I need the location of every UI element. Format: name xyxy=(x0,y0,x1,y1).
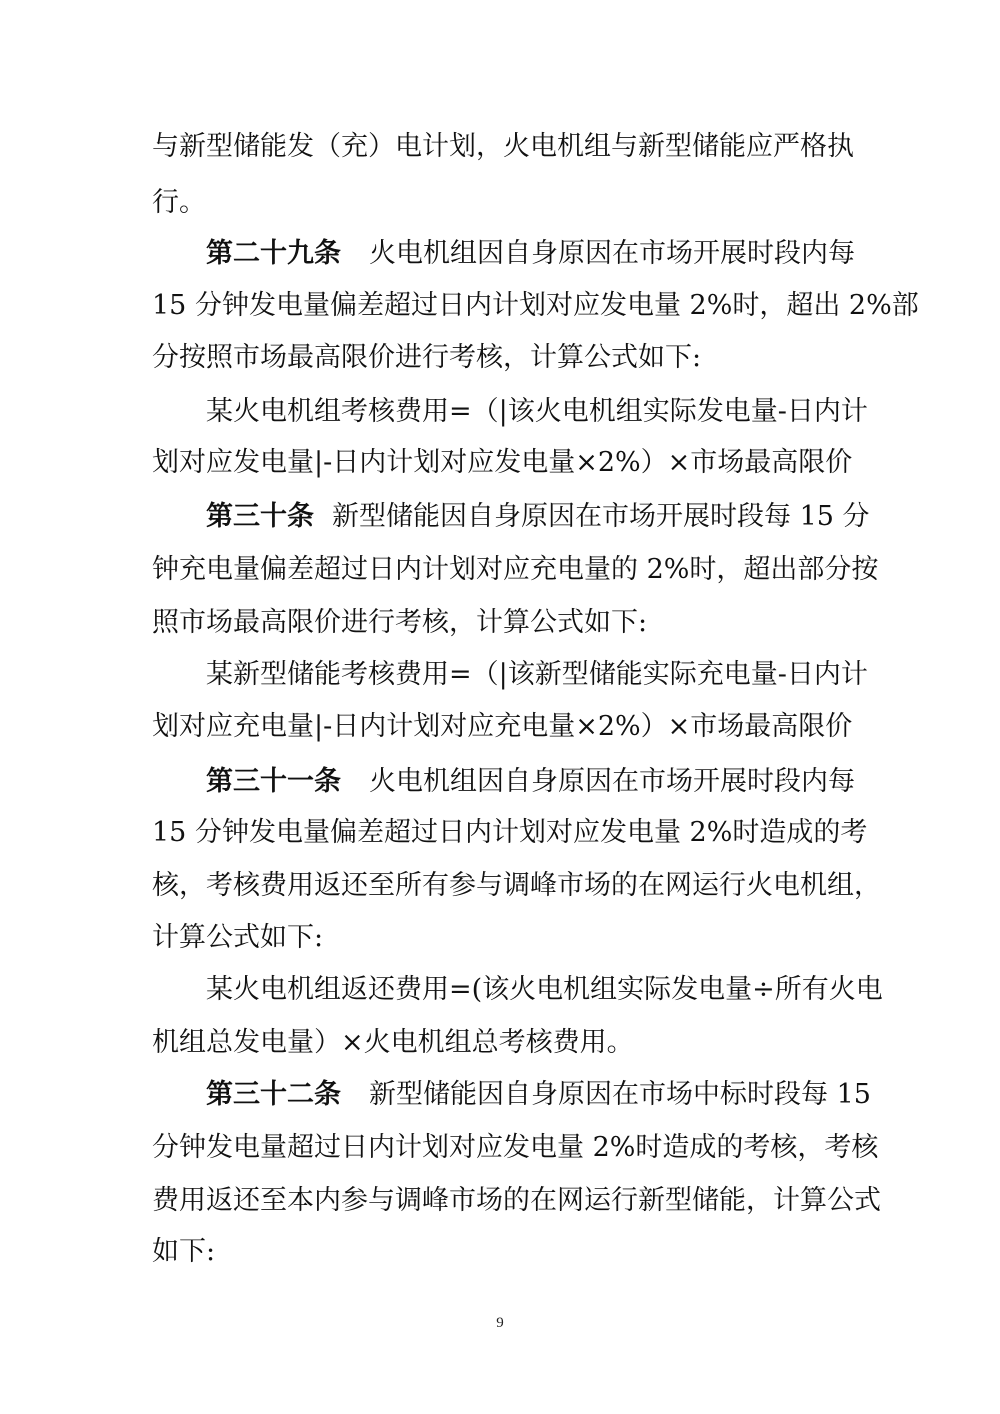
article-29-line: 分按照市场最高限价进行考核，计算公式如下: xyxy=(152,342,702,373)
article-31-line: 计算公式如下: xyxy=(152,922,324,953)
article-30-formula-line: 划对应充电量|-日内计划对应充电量×2%）×市场最高限价 xyxy=(152,711,853,742)
article-31-line: 核，考核费用返还至所有参与调峰市场的在网运行火电机组， xyxy=(152,870,881,901)
paragraph-line: 与新型储能发（充）电计划，火电机组与新型储能应严格执 xyxy=(152,131,854,162)
article-29-formula-line: 某火电机组考核费用=（|该火电机组实际发电量-日内计 xyxy=(206,396,868,427)
article-32-line: 如下: xyxy=(152,1236,216,1267)
article-31-line: 15 分钟发电量偏差超过日内计划对应发电量 2%时造成的考 xyxy=(152,817,868,848)
article-32-line: 费用返还至本内参与调峰市场的在网运行新型储能，计算公式 xyxy=(152,1185,881,1216)
paragraph-line: 行。 xyxy=(152,187,206,218)
article-31-heading: 第三十一条 xyxy=(206,766,341,797)
article-31-first-line xyxy=(206,762,855,802)
article-29-first-line xyxy=(206,234,855,274)
article-29-formula-line: 划对应发电量|-日内计划对应发电量×2%）×市场最高限价 xyxy=(152,447,853,478)
article-30-heading: 第三十条 xyxy=(206,501,314,532)
article-30-line: 照市场最高限价进行考核，计算公式如下: xyxy=(152,607,648,638)
article-29-heading: 第二十九条 xyxy=(206,238,341,269)
page-number: 9 xyxy=(496,1315,504,1331)
article-31-formula-line: 机组总发电量）×火电机组总考核费用。 xyxy=(152,1027,634,1058)
article-29-line: 15 分钟发电量偏差超过日内计划对应发电量 2%时，超出 2%部 xyxy=(152,290,919,321)
article-31-formula-line: 某火电机组返还费用=(该火电机组实际发电量÷所有火电 xyxy=(206,974,883,1005)
article-32-first-line xyxy=(206,1075,871,1115)
article-32-line: 分钟发电量超过日内计划对应发电量 2%时造成的考核，考核 xyxy=(152,1132,879,1163)
article-30-formula-line: 某新型储能考核费用=（|该新型储能实际充电量-日内计 xyxy=(206,659,868,690)
article-30-line: 钟充电量偏差超过日内计划对应充电量的 2%时，超出部分按 xyxy=(152,554,879,585)
article-32-text: 新型储能因自身原因在市场中标时段每 15 xyxy=(369,1079,871,1110)
article-31-text: 火电机组因自身原因在市场开展时段内每 xyxy=(369,766,855,797)
article-32-heading: 第三十二条 xyxy=(206,1079,341,1110)
article-29-text: 火电机组因自身原因在市场开展时段内每 xyxy=(369,238,855,269)
article-30-text: 新型储能因自身原因在市场开展时段每 15 分 xyxy=(332,501,870,532)
article-30-first-line xyxy=(206,497,870,537)
